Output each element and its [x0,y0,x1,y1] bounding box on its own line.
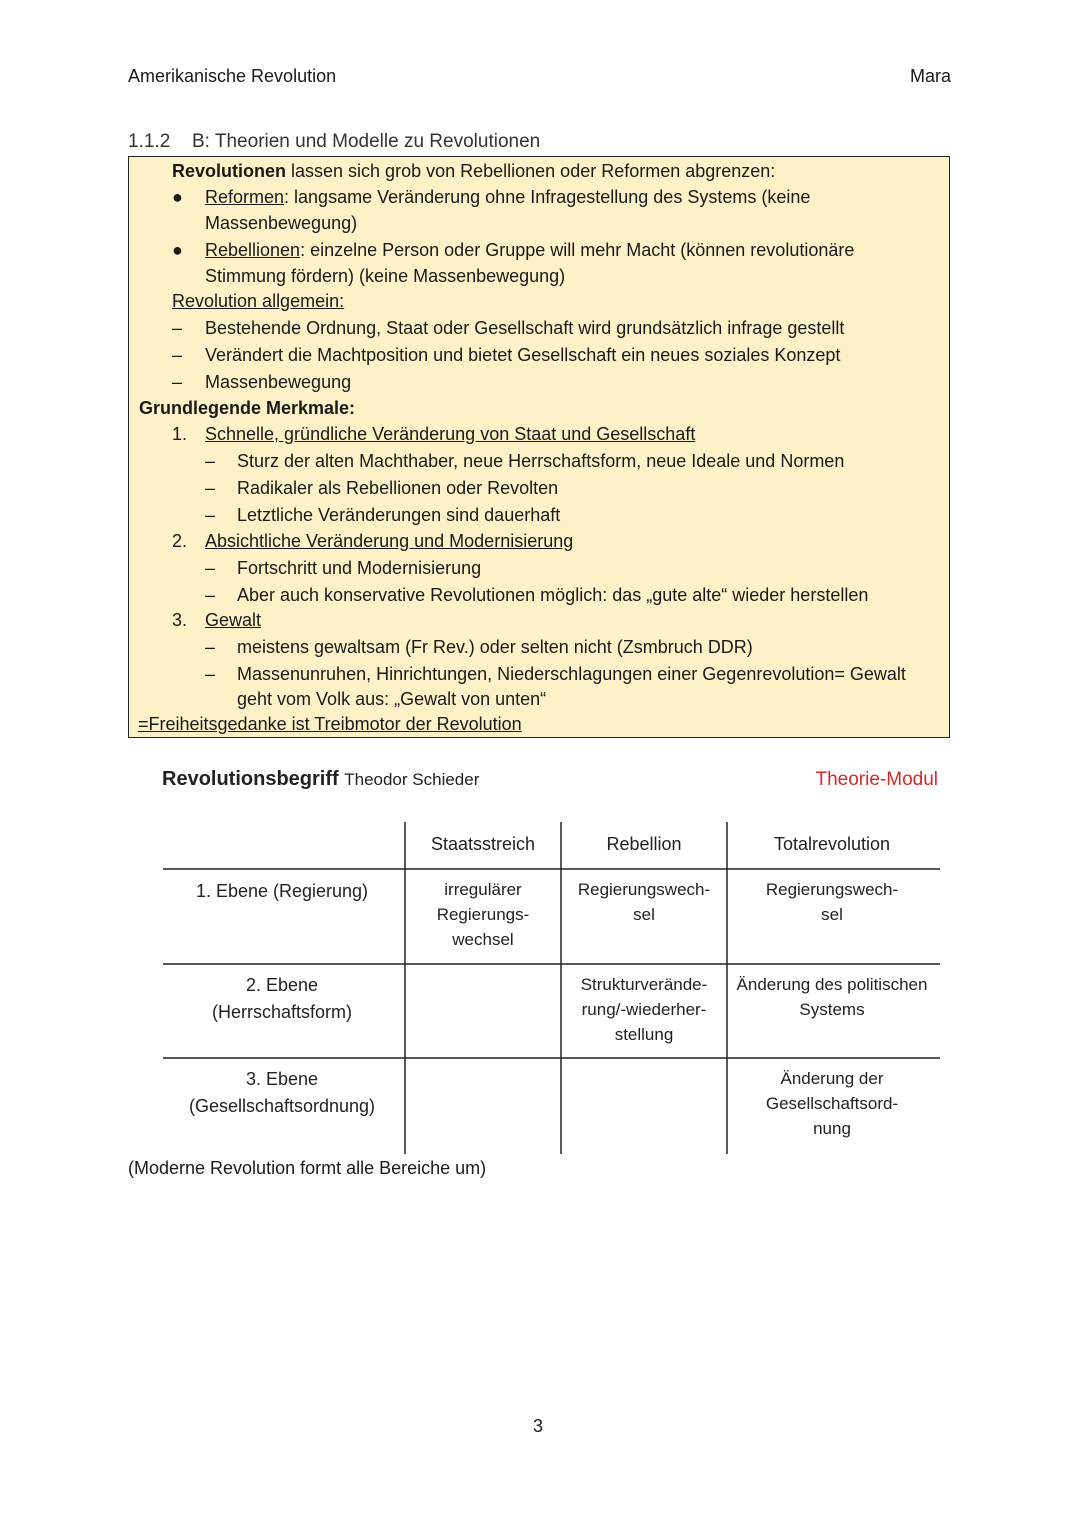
intro-text: lassen sich grob von Rebellionen oder Reformen abgrenzen: [286,161,776,181]
cell-line: nung [813,1119,851,1138]
general-item: Verändert die Machtposition und bietet Gesellschaft ein neues soziales Konzept [205,345,841,365]
general-item: Massenbewegung [205,372,352,392]
dash-icon: – [172,372,183,392]
row-label-line: (Gesellschaftsordnung) [188,1096,376,1116]
intro-bold: Revolutionen [172,161,287,181]
row-label-line: 2. Ebene [245,975,319,995]
feature-number: 3. [172,610,188,630]
cell-line: Änderung der [780,1069,884,1088]
general-heading: Revolution allgemein: [172,291,345,311]
table-cell [561,972,727,1047]
cell-line: Gesellschaftsord- [765,1094,899,1113]
feature-item: meistens gewaltsam (Fr Rev.) oder selten nicht (Zsmbruch DDR) [237,637,753,657]
cell-line: Änderung des politischen [736,975,928,994]
feature-number: 2. [172,531,188,551]
column-header: Rebellion [606,834,682,854]
bullet-continuation: Stimmung fördern) (keine Massenbewegung) [205,266,566,286]
row-label-line: 1. Ebene (Regierung) [195,881,369,901]
feature-continuation: geht vom Volk aus: „Gewalt von unten“ [237,689,547,709]
bullet-text: : langsame Veränderung ohne Infragestellung des Systems (keine [284,187,811,207]
column-header: Staatsstreich [430,834,536,854]
cell-line: wechsel [452,930,514,949]
conclusion: =Freiheitsgedanke ist Treibmotor der Revolution [138,714,522,734]
column-header: Totalrevolution [773,834,891,854]
dash-icon: – [205,637,216,657]
table-note: (Moderne Revolution formt alle Bereiche um) [128,1158,487,1178]
module-label: Theorie-Modul [815,769,938,790]
table-cell [727,877,937,927]
bullet-icon: ● [172,187,183,207]
section-heading [128,131,540,153]
table-cell [561,877,727,927]
feature-item: Fortschritt und Modernisierung [237,558,482,578]
section-title: B: Theorien und Modelle zu Revolutionen [192,131,541,152]
row-label [163,1066,401,1120]
page-number: 3 [533,1416,544,1436]
dash-icon: – [205,558,216,578]
feature-item: Massenunruhen, Hinrichtungen, Niederschlagungen einer Gegenrevolution= Gewalt [237,664,906,684]
feature-title: Schnelle, gründliche Veränderung von Staat und Gesellschaft [205,424,696,444]
row-label [163,878,401,905]
row-label [163,972,401,1026]
cell-line: irregulärer [444,880,522,899]
feature-item: Letztliche Veränderungen sind dauerhaft [237,505,561,525]
bullet-continuation: Massenbewegung) [205,213,358,233]
schieder-author: Theodor Schieder [344,770,480,789]
table-cell [405,877,561,952]
term-reformen: Reformen [205,187,285,207]
row-label-line: 3. Ebene [245,1069,319,1089]
general-item: Bestehende Ordnung, Staat oder Gesellschaft wird grundsätzlich infrage gestellt [205,318,845,338]
dash-icon: – [172,345,183,365]
features-heading: Grundlegende Merkmale: [139,398,356,418]
schieder-title-text: Revolutionsbegriff [162,768,339,790]
dash-icon: – [205,451,216,471]
dash-icon: – [205,664,216,684]
bullet-reformen [205,185,810,209]
dash-icon: – [205,478,216,498]
feature-number: 1. [172,424,188,444]
header-title: Amerikanische Revolution [128,66,337,86]
section-number: 1.1.2 [128,131,171,152]
bullet-text: : einzelne Person oder Gruppe will mehr Macht (können revolutionäre [300,240,855,260]
bullet-icon: ● [172,240,183,260]
table-cell [727,1066,937,1141]
feature-title: Absichtliche Veränderung und Modernisierung [205,531,574,551]
cell-line: Regierungswech- [577,880,711,899]
cell-line: Regierungs- [436,905,530,924]
schieder-title [162,768,479,791]
cell-line: Strukturverände- [580,975,708,994]
header-author: Mara [909,66,951,86]
cell-line: stellung [614,1025,674,1044]
summary-box [128,156,950,738]
feature-item: Radikaler als Rebellionen oder Revolten [237,478,559,498]
dash-icon: – [172,318,183,338]
term-rebellionen: Rebellionen [205,240,301,260]
feature-title: Gewalt [205,610,262,630]
row-label-line: (Herrschaftsform) [211,1002,352,1022]
dash-icon: – [205,505,216,525]
intro-line [172,159,775,183]
cell-line: sel [821,905,843,924]
bullet-rebellionen [205,238,854,262]
cell-line: sel [633,905,655,924]
cell-line: Systems [799,1000,865,1019]
dash-icon: – [205,585,216,605]
cell-line: Regierungswech- [765,880,899,899]
cell-line: rung/-wiederher- [581,1000,707,1019]
table-cell [727,972,937,1022]
feature-item: Aber auch konservative Revolutionen möglich: das „gute alte“ wieder herstellen [237,585,869,605]
feature-item: Sturz der alten Machthaber, neue Herrschaftsform, neue Ideale und Normen [237,451,845,471]
